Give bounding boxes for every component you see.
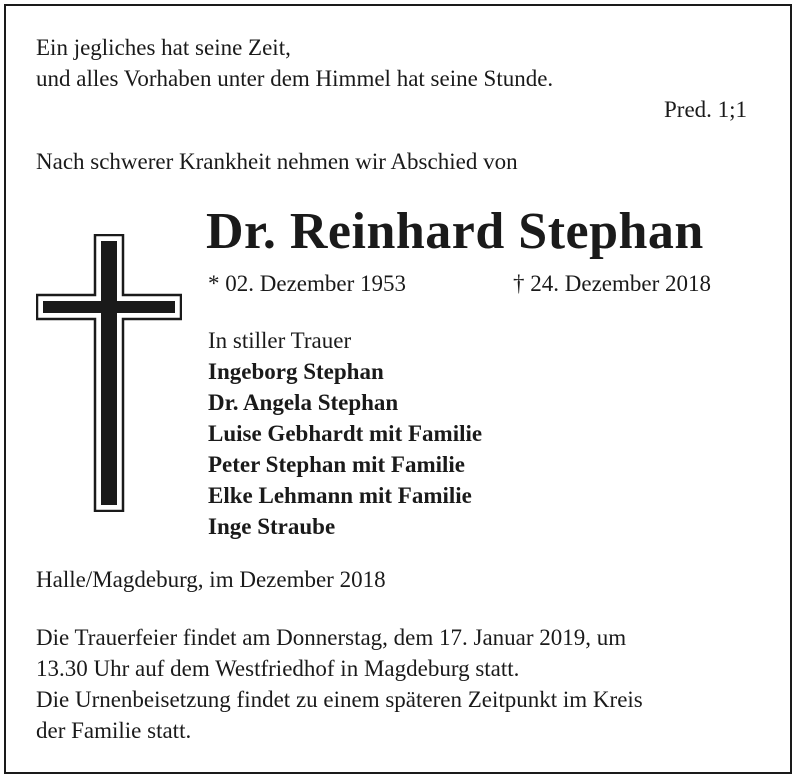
cross-icon bbox=[36, 234, 182, 512]
mourner-name: Inge Straube bbox=[208, 514, 336, 539]
mourner-name: Elke Lehmann mit Familie bbox=[208, 483, 472, 508]
mourner-name: Dr. Angela Stephan bbox=[208, 390, 399, 415]
mourner-name: Peter Stephan mit Familie bbox=[208, 452, 465, 477]
notice-line-3: Die Urnenbeisetzung findet zu einem späteren Zeitpunkt im Kreis bbox=[36, 687, 643, 712]
notice-line-2: 13.30 Uhr auf dem Westfriedhof in Magdeburg statt. bbox=[36, 656, 520, 681]
birth-date: * 02. Dezember 1953 bbox=[208, 271, 406, 296]
place-date: Halle/Magdeburg, im Dezember 2018 bbox=[36, 567, 386, 592]
deceased-name: Dr. Reinhard Stephan bbox=[206, 203, 704, 260]
intro-text: Nach schwerer Krankheit nehmen wir Abschied von bbox=[36, 149, 518, 174]
death-date: † 24. Dezember 2018 bbox=[513, 271, 711, 296]
notice-line-1: Die Trauerfeier findet am Donnerstag, dem 17. Januar 2019, um bbox=[36, 625, 627, 650]
quote-source: Pred. 1;1 bbox=[664, 97, 748, 122]
mourner-name: Ingeborg Stephan bbox=[208, 359, 384, 384]
quote-line-2: und alles Vorhaben unter dem Himmel hat seine Stunde. bbox=[36, 66, 554, 91]
quote-line-1: Ein jegliches hat seine Zeit, bbox=[36, 35, 291, 60]
mourners-heading: In stiller Trauer bbox=[208, 328, 352, 353]
notice-line-4: der Familie statt. bbox=[36, 718, 192, 743]
mourner-name: Luise Gebhardt mit Familie bbox=[208, 421, 483, 446]
